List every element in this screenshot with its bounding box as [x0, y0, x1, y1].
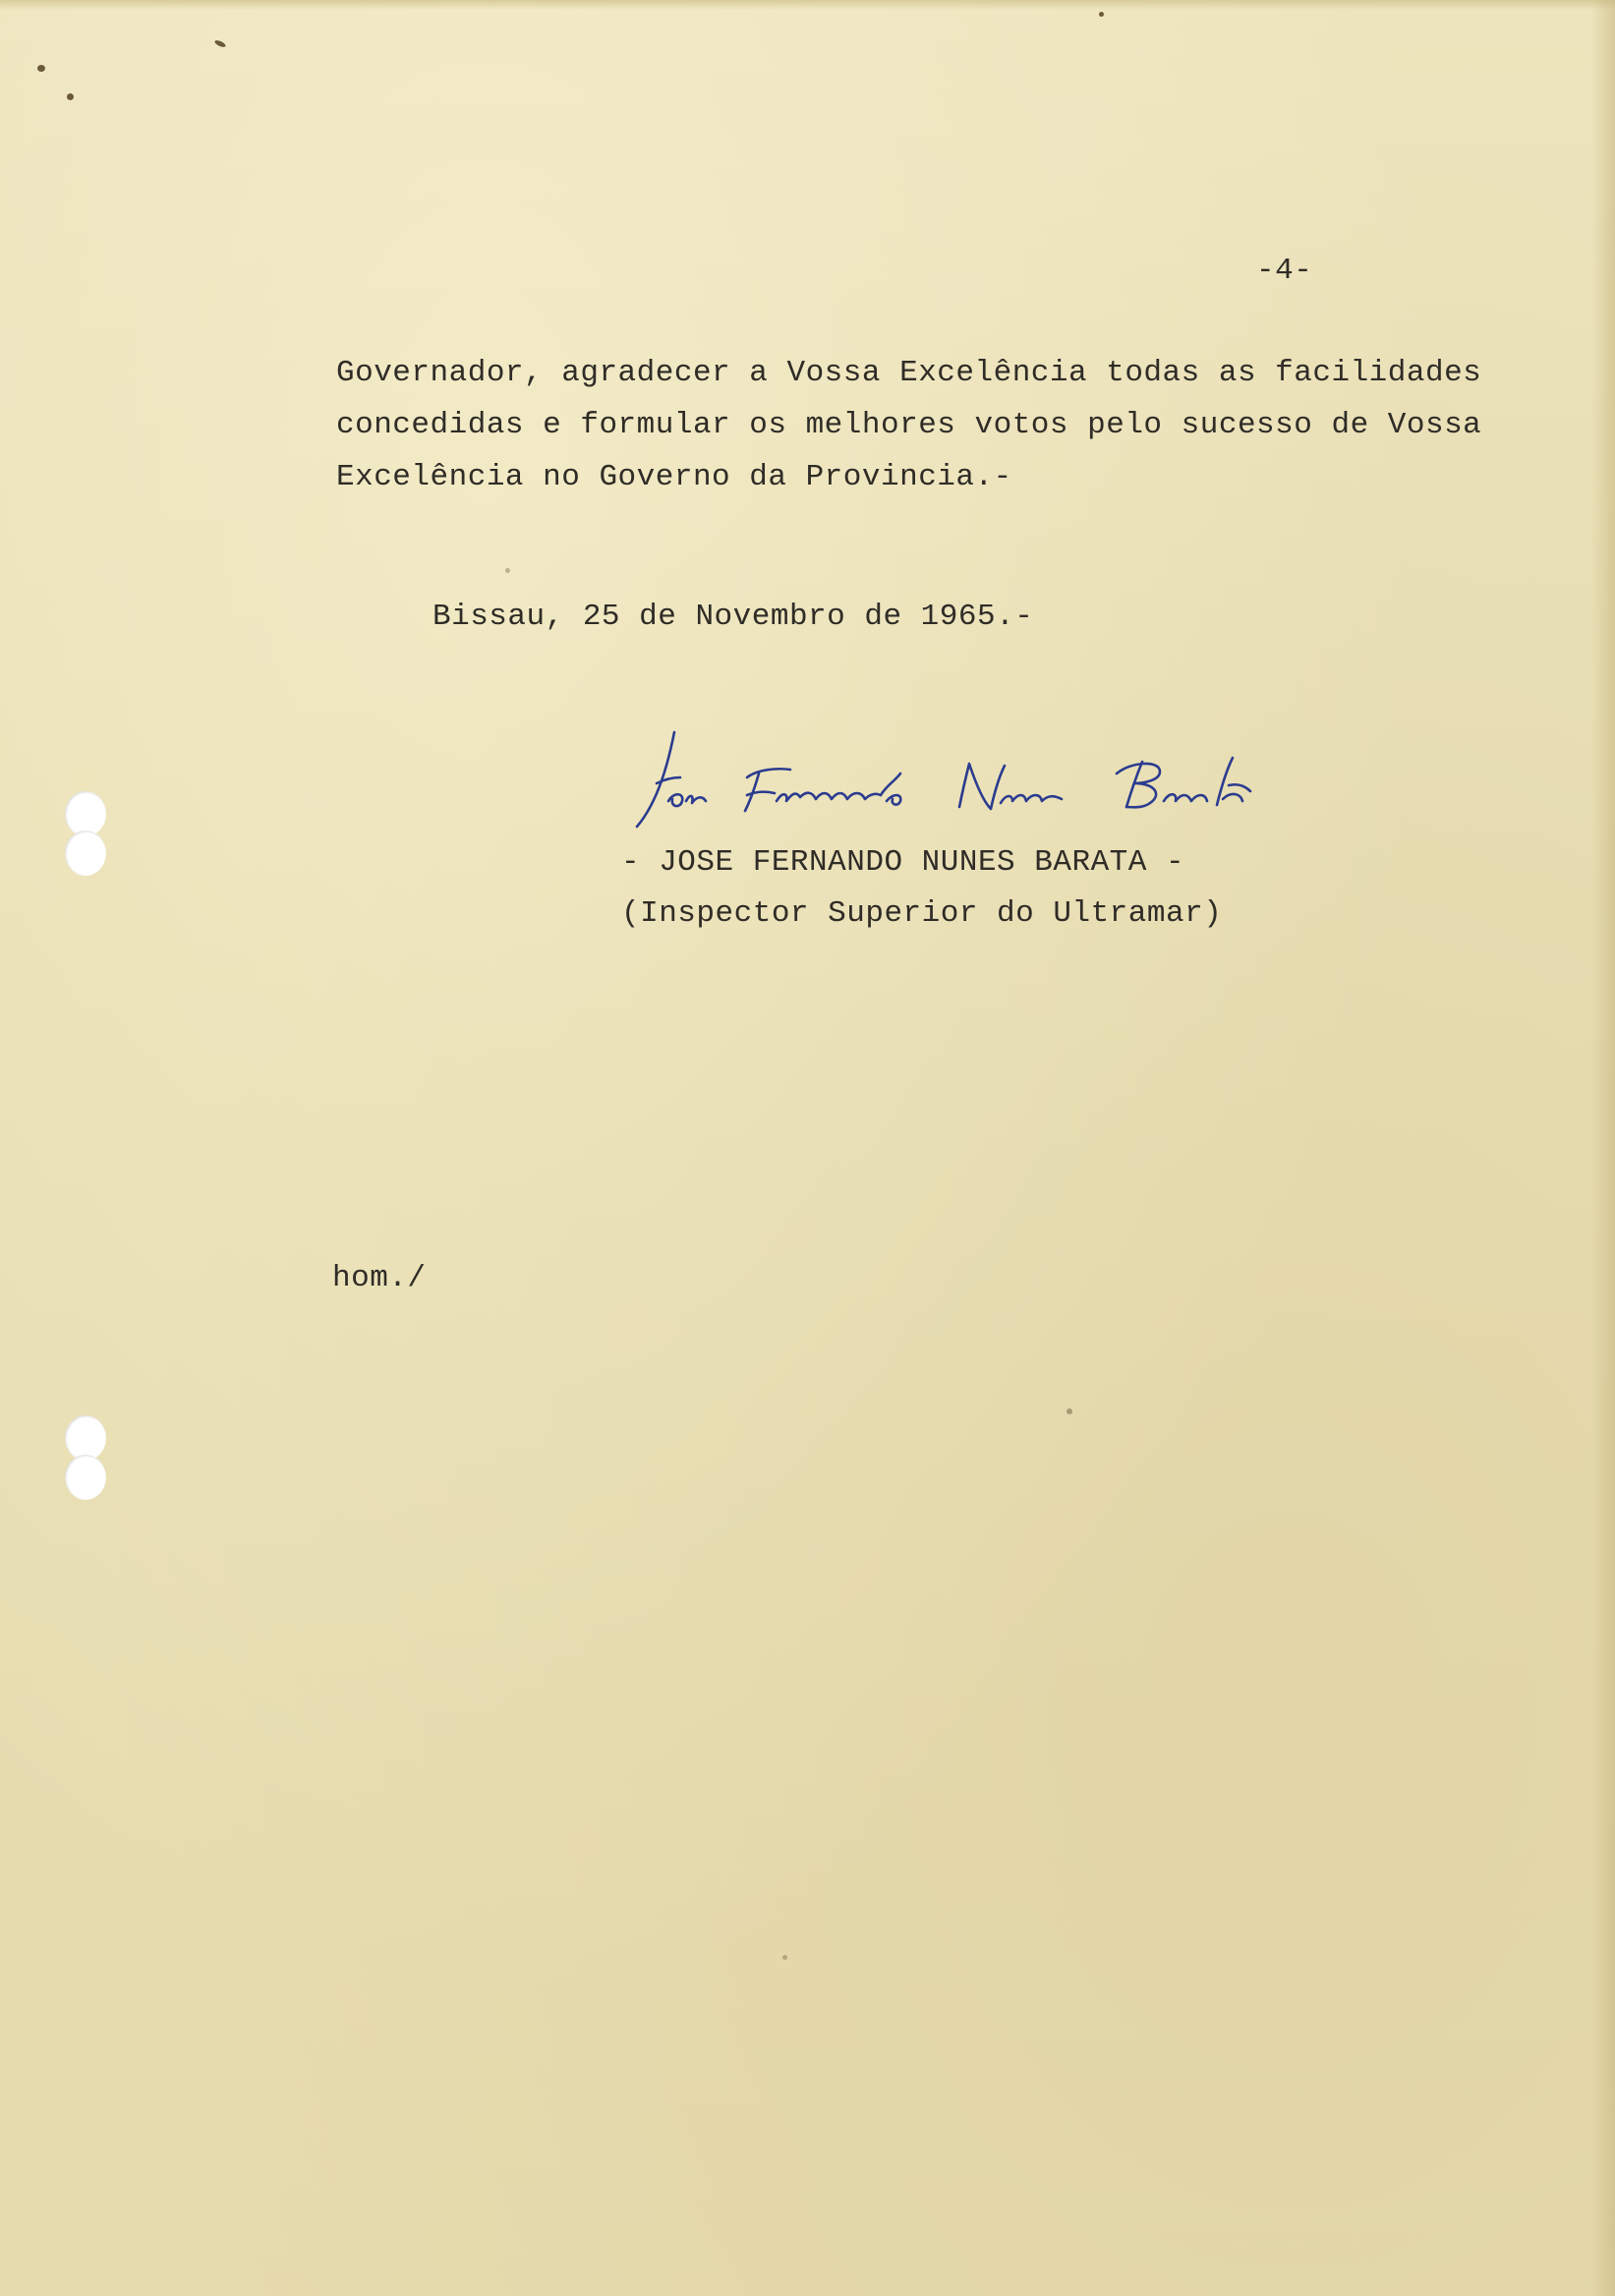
paper-stain	[1099, 12, 1104, 17]
paper-right-edge	[1591, 0, 1615, 2296]
signer-name: - JOSE FERNANDO NUNES BARATA -	[621, 845, 1185, 880]
signer-title: (Inspector Superior do Ultramar)	[621, 896, 1223, 931]
place-and-date: Bissau, 25 de Novembro de 1965.-	[433, 600, 1034, 634]
body-line: concedidas e formular os melhores votos pelo sucesso de Vossa	[336, 408, 1482, 442]
handwritten-signature	[629, 722, 1317, 840]
body-line: Excelência no Governo da Provincia.-	[336, 460, 1012, 494]
paper-stain	[782, 1955, 787, 1960]
typist-initials: hom./	[332, 1261, 427, 1295]
paper-stain	[214, 39, 227, 49]
paper-stain	[1067, 1408, 1072, 1414]
punch-hole-upper	[65, 791, 106, 876]
page-number: -4-	[1256, 254, 1313, 288]
paper-stain	[67, 93, 74, 100]
body-line: Governador, agradecer a Vossa Excelência todas as facilidades	[336, 356, 1482, 390]
paper-top-edge	[0, 0, 1615, 10]
punch-hole-lower	[65, 1415, 106, 1500]
paper-stain	[37, 65, 45, 72]
paper-stain	[505, 568, 510, 573]
